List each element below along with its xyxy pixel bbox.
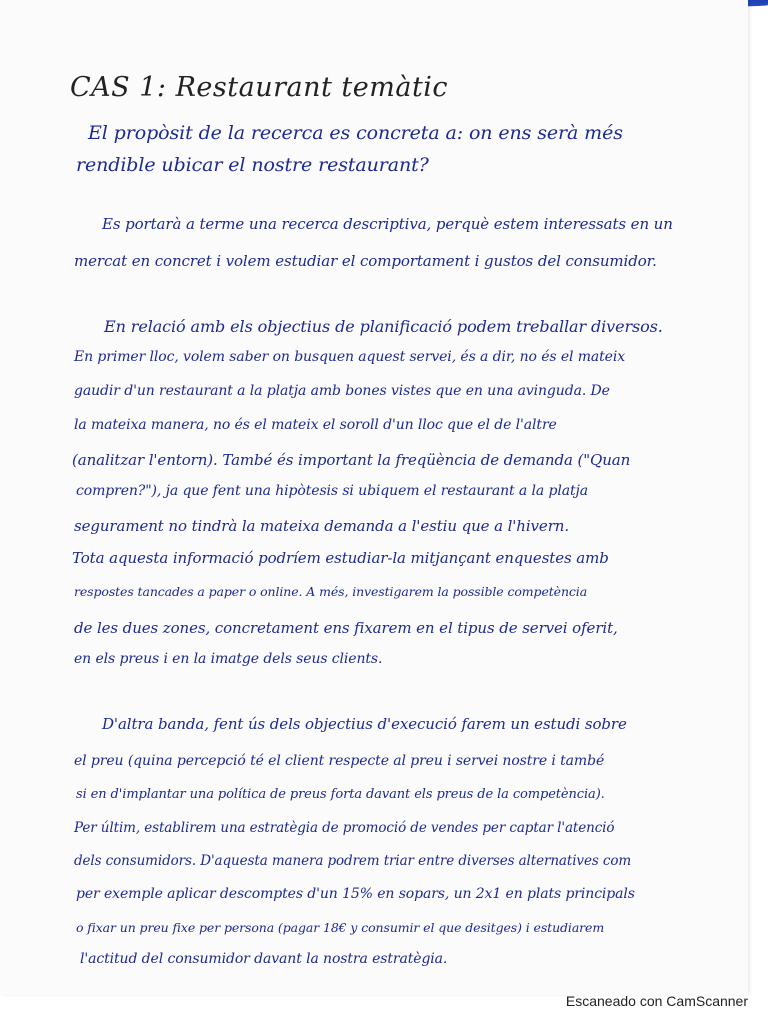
handwritten-line: en els preus i en la imatge dels seus clients. xyxy=(74,651,383,667)
handwritten-line: la mateixa manera, no és el mateix el soroll d'un lloc que el de l'altre xyxy=(74,417,557,433)
handwritten-line: Per últim, establirem una estratègia de promoció de vendes per captar l'atenció xyxy=(74,820,615,836)
handwritten-line: el preu (quina percepció té el client respecte al preu i servei nostre i també xyxy=(74,753,605,769)
handwritten-line: si en d'implantar una política de preus forta davant els preus de la competència). xyxy=(76,787,605,802)
handwritten-line: segurament no tindrà la mateixa demanda a l'estiu que a l'hivern. xyxy=(74,517,570,535)
handwritten-line: de les dues zones, concretament ens fixarem en el tipus de servei oferit, xyxy=(74,619,618,637)
page-title: CAS 1: Restaurant temàtic xyxy=(70,72,449,103)
handwritten-line: dels consumidors. D'aquesta manera podrem triar entre diverses alternatives com xyxy=(74,853,632,869)
handwritten-line: respostes tancades a paper o online. A més, investigarem la possible competència xyxy=(74,584,588,599)
handwritten-line: l'actitud del consumidor davant la nostra estratègia. xyxy=(80,951,448,967)
handwritten-line: D'altra banda, fent ús dels objectius d'execució farem un estudi sobre xyxy=(102,715,627,733)
handwritten-line: rendible ubicar el nostre restaurant? xyxy=(76,154,429,176)
handwritten-line: El propòsit de la recerca es concreta a: on ens serà més xyxy=(88,122,623,144)
handwritten-line: En primer lloc, volem saber on busquen aquest servei, és a dir, no és el mateix xyxy=(74,349,626,365)
handwritten-line: Es portarà a terme una recerca descriptiva, perquè estem interessats en un xyxy=(102,215,673,233)
handwritten-line: mercat en concret i volem estudiar el comportament i gustos del consumidor. xyxy=(74,252,657,270)
handwritten-line: per exemple aplicar descomptes d'un 15% en sopars, un 2x1 en plats principals xyxy=(76,886,635,902)
handwritten-line: compren?"), ja que fent una hipòtesis si ubiquem el restaurant a la platja xyxy=(76,483,588,499)
handwritten-line: o fixar un preu fixe per persona (pagar 18€ y consumir el que desitges) i estudiarem xyxy=(76,920,605,935)
handwritten-line: (analitzar l'entorn). També és important la freqüència de demanda ("Quan xyxy=(72,451,631,469)
handwritten-line: Tota aquesta informació podríem estudiar-la mitjançant enquestes amb xyxy=(72,549,609,567)
camscanner-watermark: Escaneado con CamScanner xyxy=(565,993,748,1009)
handwritten-line: gaudir d'un restaurant a la platja amb bones vistes que en una avinguda. De xyxy=(74,383,610,399)
handwritten-line: En relació amb els objectius de planificació podem treballar diversos. xyxy=(104,317,663,336)
